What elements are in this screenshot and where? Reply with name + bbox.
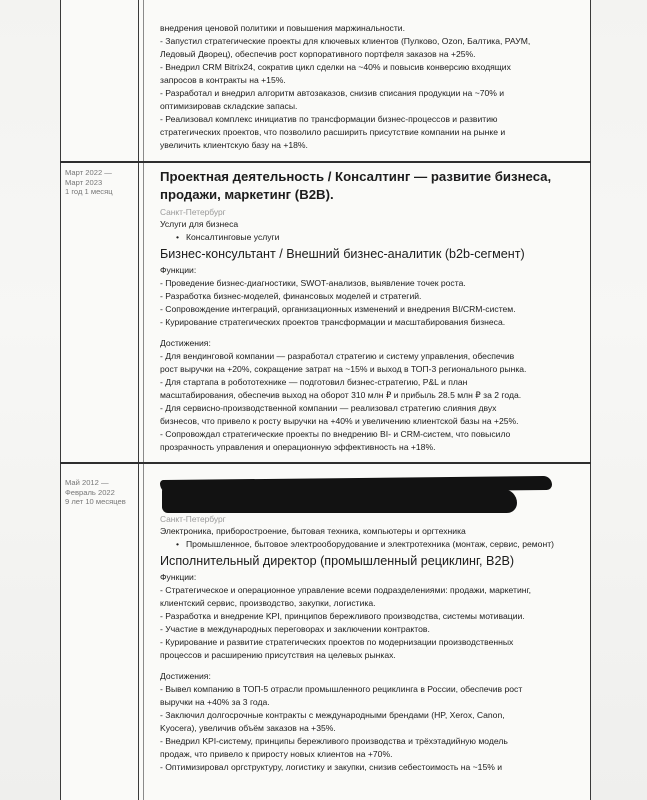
period-duration: 1 год 1 месяц xyxy=(65,187,113,197)
achievement-line: - Для сервисно-производственной компании — реализовал стратегию слияния двух xyxy=(160,402,497,413)
achievement-line: бизнесов, что привело к росту выручки на +40% и увеличению клиентской базы на +25%. xyxy=(160,415,519,426)
text-line: - Реализовал комплекс инициатив по трансформации бизнес-процессов и развитию xyxy=(160,114,498,124)
achievement-line: прозрачность управления и операционную эффективность на +18%. xyxy=(160,441,436,452)
text-line: увеличить клиентскую базу на +18%. xyxy=(160,140,308,150)
position-title: Исполнительный директор (промышленный рециклинг, B2B) xyxy=(160,553,515,568)
sub-industry: • Консалтинговые услуги xyxy=(176,232,280,242)
period-start: Март 2022 — xyxy=(65,168,112,177)
achievements-heading: Достижения: xyxy=(160,670,211,681)
industry: Услуги для бизнеса xyxy=(160,219,239,229)
text-line: - Запустил стратегические проекты для ключевых клиентов (Пулково, Ozon, Балтика, РАУМ, xyxy=(160,36,531,46)
text-line: - Разработал и внедрил алгоритм автозаказов, снизив списания продукции на ~70% и xyxy=(160,88,505,98)
achievement-line: рост выручки на +20%, сокращение затрат на ~15% и выход в ТОП-3 регионального рынка. xyxy=(160,363,527,374)
company-name: Проектная деятельность / Консалтинг — развитие бизнеса, продажи, маркетинг (B2B). xyxy=(160,169,552,202)
table-border-left xyxy=(60,0,61,800)
achievement-line: Kyocera), увеличив объём заказов на +35%. xyxy=(160,722,336,733)
text-line: внедрения ценовой политики и повышения маржинальности. xyxy=(160,23,405,33)
achievement-line: продаж, что привело к приросту новых клиентов на +70%. xyxy=(160,748,393,759)
table-column-divider xyxy=(138,0,139,800)
table-border-right xyxy=(590,0,591,800)
job-entry-consulting xyxy=(160,168,582,454)
function-item: - Разработка и внедрение KPI, принципов бережливого производства, системы мотивации. xyxy=(160,610,525,621)
period-duration: 9 лет 10 месяцев xyxy=(65,497,126,507)
text-line: запросов в контракты на +15%. xyxy=(160,75,286,85)
table-column-divider-inner xyxy=(143,0,144,800)
city: Санкт-Петербург xyxy=(160,514,226,524)
redacted-company-name-line2 xyxy=(162,489,517,513)
functions-heading: Функции: xyxy=(160,571,197,582)
function-item: - Участие в международных переговорах и заключении контрактов. xyxy=(160,623,430,634)
function-item: - Сопровождение интеграций, организационных изменений и внедрения BI/CRM-систем. xyxy=(160,303,516,314)
achievement-line: - Сопровождал стратегические проекты по внедрению BI- и CRM-систем, что повысило xyxy=(160,428,511,439)
function-item: клиентский сервис, производство, закупки, логистика. xyxy=(160,597,376,608)
achievement-line: - Вывел компанию в ТОП-5 отрасли промышленного рециклинга в России, обеспечив рост xyxy=(160,683,523,694)
period-start: Май 2012 — xyxy=(65,478,109,487)
job-entry-previous xyxy=(160,22,582,152)
text-line: стратегических проектов, что позволило расширить присутствие компании на рынке и xyxy=(160,127,506,137)
period-end: Март 2023 xyxy=(65,177,103,187)
functions-heading: Функции: xyxy=(160,264,197,275)
text-line: - Внедрил CRM Bitrix24, сократив цикл сделки на ~40% и повысив конверсию входящих xyxy=(160,62,511,72)
function-item: - Разработка бизнес-моделей, финансовых моделей и стратегий. xyxy=(160,290,422,301)
row-divider xyxy=(60,161,591,163)
text-line: Ледовый Дворец), обеспечив рост корпоративного портфеля заказов на +25%. xyxy=(160,49,476,59)
text-line: оптимизировав складские запасы. xyxy=(160,101,298,111)
achievement-line: масштабирования, обеспечив выход на оборот 310 млн ₽ и прибыль 28.5 млн ₽ за 2 года. xyxy=(160,389,522,400)
function-item: процессов и расширению присутствия на целевых рынках. xyxy=(160,649,396,660)
row-divider xyxy=(60,462,591,464)
position-title: Бизнес-консультант / Внешний бизнес-аналитик (b2b-сегмент) xyxy=(160,246,525,261)
industry: Электроника, приборостроение, бытовая техника, компьютеры и оргтехника xyxy=(160,526,466,536)
achievement-line: - Для стартапа в робототехнике — подготовил бизнес-стратегию, P&L и план xyxy=(160,376,468,387)
achievement-line: - Оптимизировал оргструктуру, логистику и закупки, снизив себестоимость на ~15% и xyxy=(160,761,503,772)
achievement-line: выручки на +40% за 3 года. xyxy=(160,696,270,707)
function-item: - Курирование стратегических проектов трансформации и масштабирования бизнеса. xyxy=(160,316,506,327)
achievement-line: - Заключил долгосрочные контракты с международными брендами (HP, Xerox, Canon, xyxy=(160,709,505,720)
function-item: - Стратегическое и операционное управление всеми подразделениями: продажи, маркетинг, xyxy=(160,584,531,595)
sub-industry: • Промышленное, бытовое электрооборудование и электротехника (монтаж, сервис, ремонт) xyxy=(176,539,554,549)
job-period-recycling xyxy=(65,478,137,507)
job-entry-recycling xyxy=(160,513,582,774)
function-item: - Курирование и развитие стратегических проектов по модернизации производственных xyxy=(160,636,514,647)
achievement-line: - Внедрил KPI-систему, принципы бережливого производства и трёхэтадийную модель xyxy=(160,735,508,746)
achievement-line: - Для вендинговой компании — разработал стратегию и систему управления, обеспечив xyxy=(160,350,515,361)
function-item: - Проведение бизнес-диагностики, SWOT-анализов, выявление точек роста. xyxy=(160,277,466,288)
job-period-consulting xyxy=(65,168,137,197)
achievements-heading: Достижения: xyxy=(160,337,211,348)
period-end: Февраль 2022 xyxy=(65,487,115,497)
city: Санкт-Петербург xyxy=(160,207,226,217)
